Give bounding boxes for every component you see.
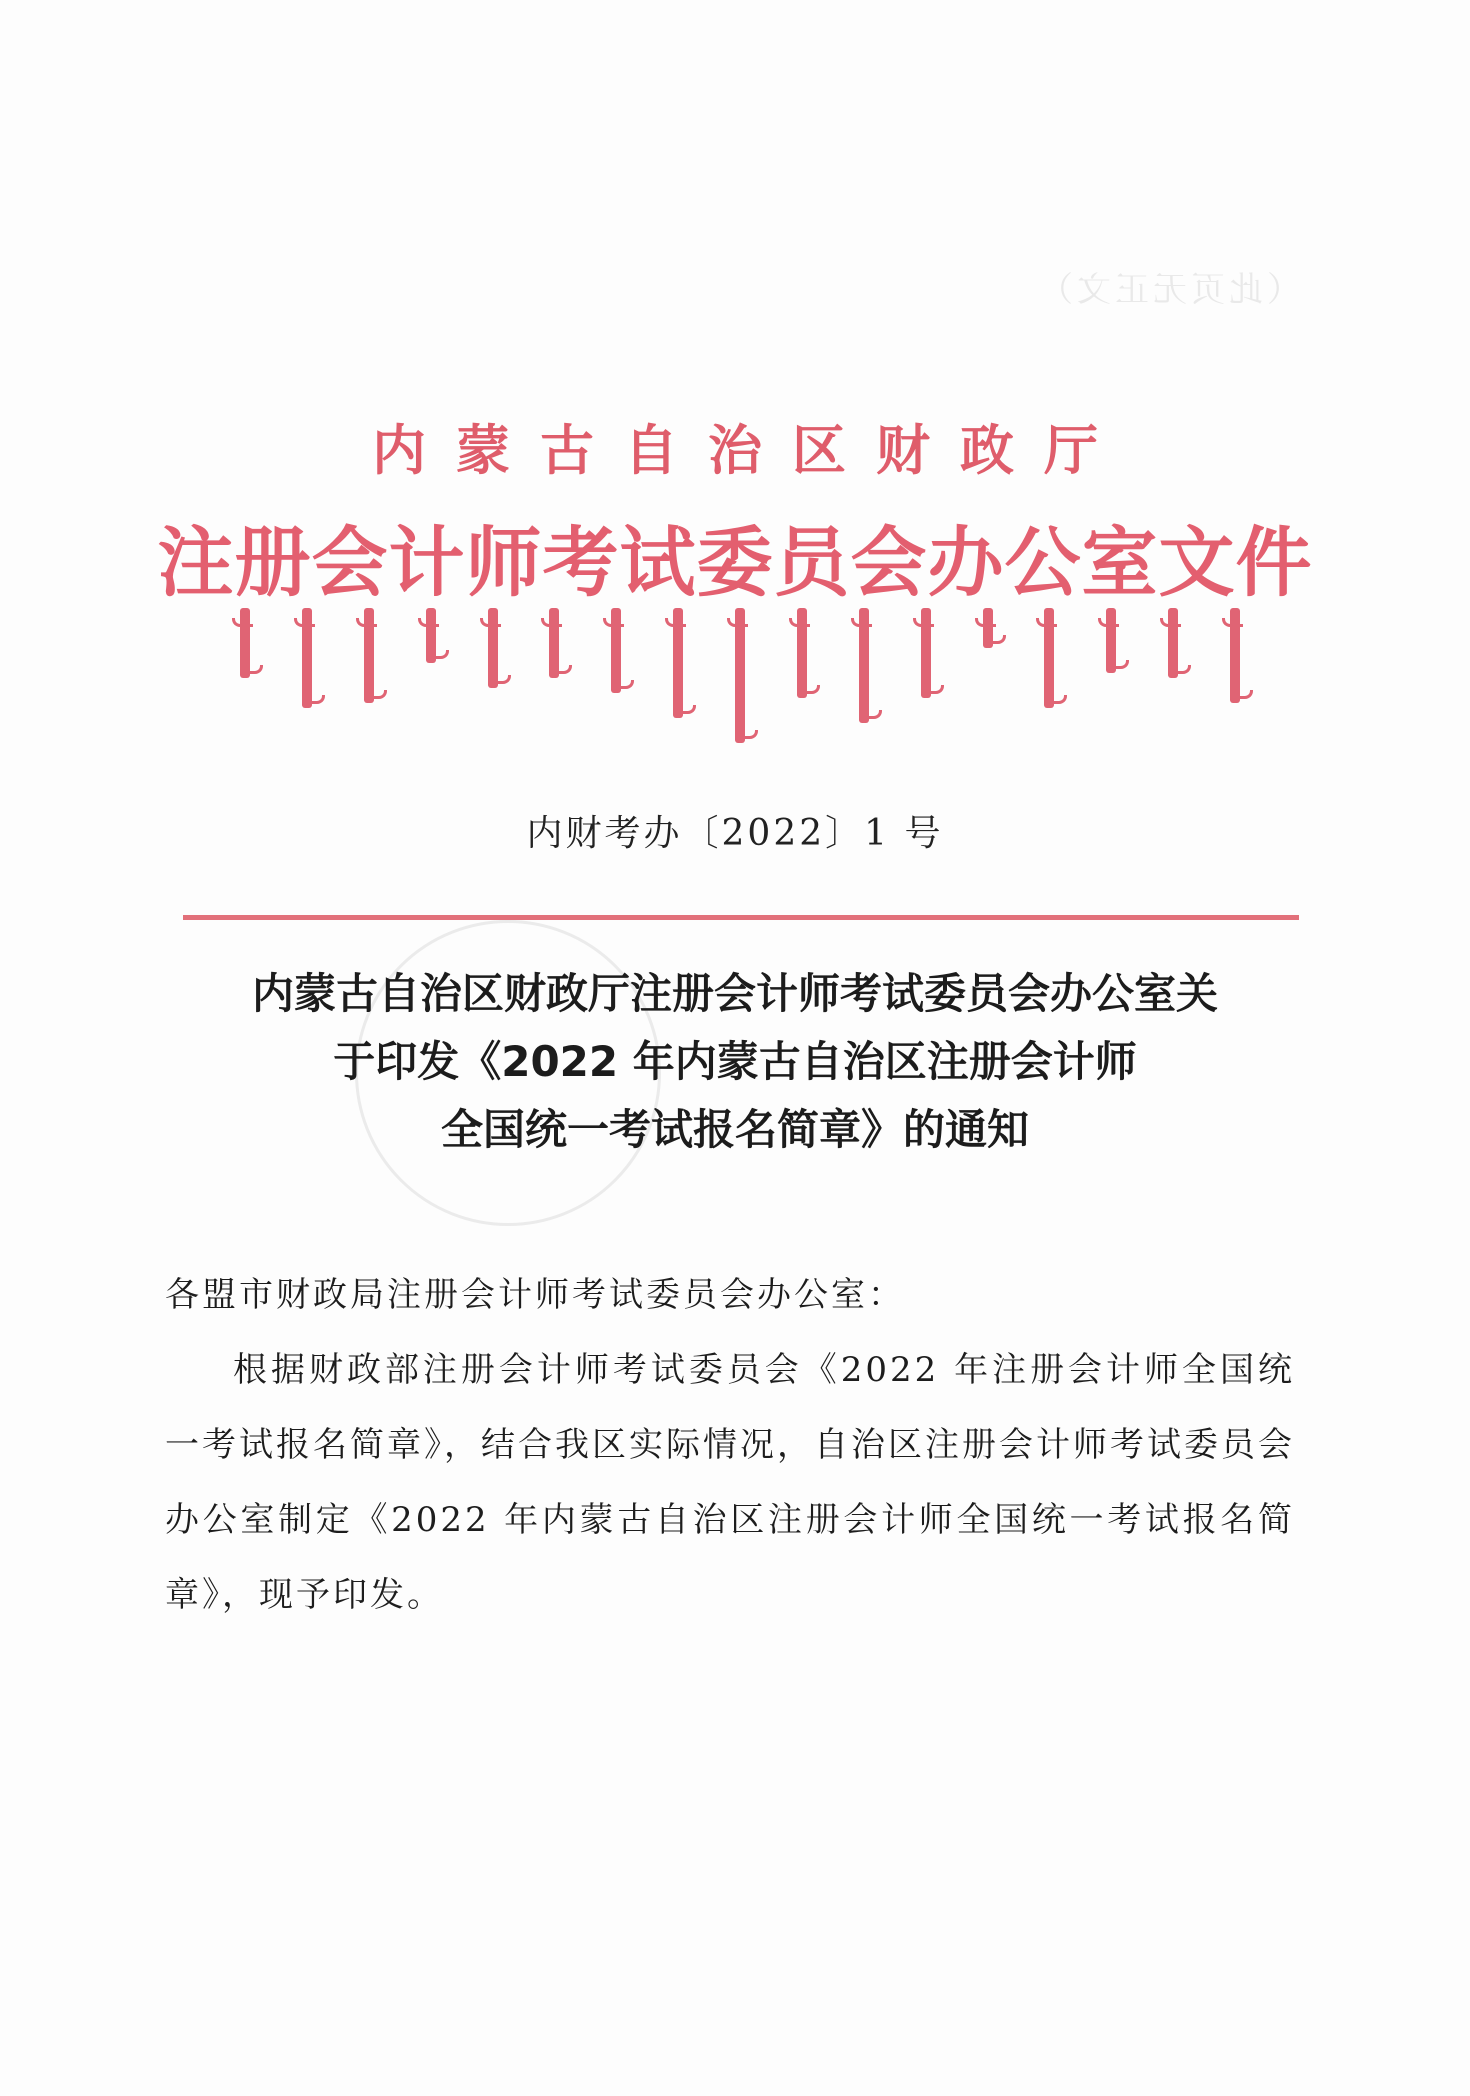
letterhead-issuer-line2: 注册会计师考试委员会办公室文件: [157, 518, 1313, 607]
mongolian-word: [549, 608, 559, 678]
bleed-through-text: （此页无正文）: [1035, 270, 1301, 310]
salutation: 各盟市财政局注册会计师考试委员会办公室：: [165, 1275, 905, 1315]
letterhead-issuer-line1: 内蒙古自治区财政厅: [372, 418, 1128, 482]
body-paragraph: 根据财政部注册会计师考试委员会《2022 年注册会计师全国统一考试报名简章》，结合我区实际情况，自治区注册会计师考试委员会办公室制定《2022 年内蒙古自治区注册会计师全国统一考试报名简章》，现予印发。: [165, 1350, 1295, 1615]
mongolian-word: [1168, 608, 1178, 678]
document-number: 内财考办〔2022〕1 号: [526, 813, 944, 854]
mongolian-word: [611, 608, 621, 693]
mongolian-word: [797, 608, 807, 698]
mongolian-word: [673, 608, 683, 718]
mongolian-script-letterhead: [240, 608, 1240, 748]
mongolian-word: [1044, 608, 1054, 708]
mongolian-word: [426, 608, 436, 663]
mongolian-word: [921, 608, 931, 698]
mongolian-word: [1106, 608, 1116, 673]
title-line: 于印发《2022 年内蒙古自治区注册会计师: [333, 1037, 1137, 1086]
document-title: [0, 960, 1470, 1164]
mongolian-word: [364, 608, 374, 703]
mongolian-word: [1230, 608, 1240, 703]
red-divider-line: [183, 915, 1299, 920]
mongolian-word: [735, 608, 745, 743]
mongolian-word: [983, 608, 993, 648]
mongolian-word: [302, 608, 312, 708]
title-line: 全国统一考试报名简章》的通知: [440, 1105, 1029, 1154]
mongolian-word: [859, 608, 869, 723]
mongolian-word: [240, 608, 250, 678]
document-body: [165, 1258, 1295, 1633]
mongolian-word: [488, 608, 498, 688]
title-line: 内蒙古自治区财政厅注册会计师考试委员会办公室关: [251, 969, 1218, 1018]
